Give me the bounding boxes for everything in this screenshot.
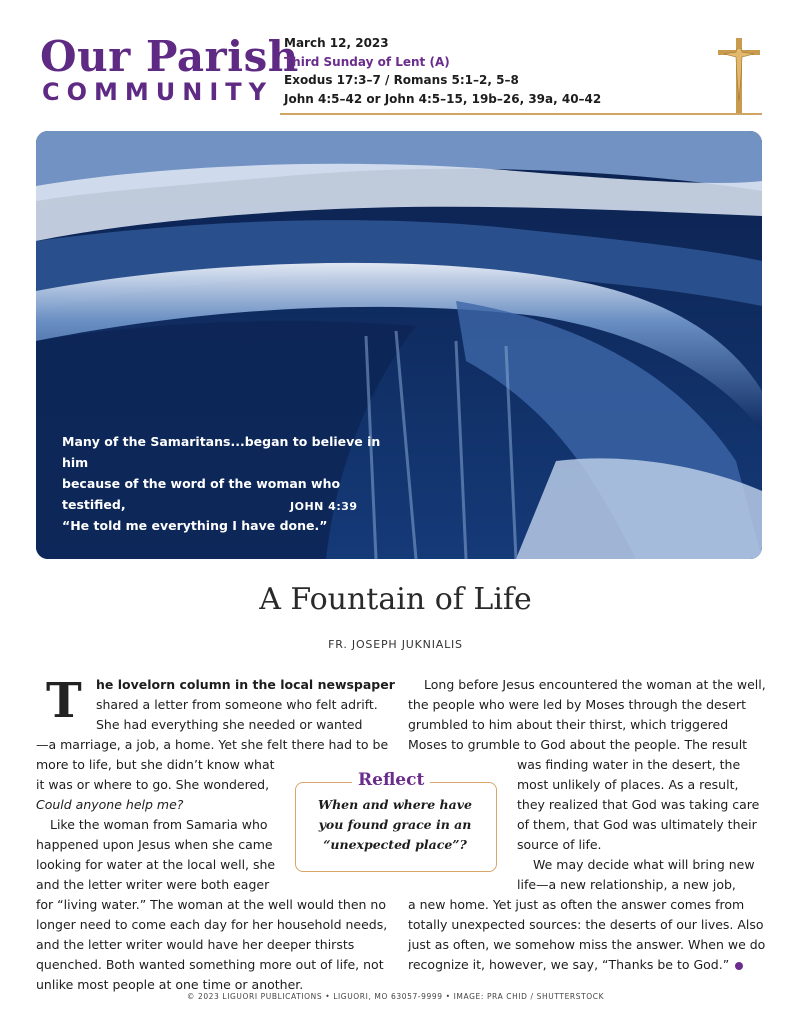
text-line: he lovelorn column in the local newspaper — [96, 677, 395, 692]
text-line: and the letter writer were both eager — [36, 877, 270, 892]
hero-image — [36, 131, 762, 559]
text-line: a new home. Yet just as often the answer comes from — [408, 897, 745, 912]
footer-credit: © 2023 LIGUORI PUBLICATIONS • LIGUORI, MO 63057-9999 • IMAGE: PRA CHID / SHUTTERSTOCK — [186, 992, 605, 1001]
quote-line: Many of the Samaritans...began to believe in him — [62, 434, 381, 470]
end-mark-icon — [735, 962, 743, 970]
text-line: shared a letter from someone who felt adrift. — [96, 697, 378, 712]
text-line: unlike most people at one time or another. — [36, 977, 304, 992]
text-line: was finding water in the desert, the — [517, 757, 741, 772]
text-line: Moses to grumble to God about the people. The result — [408, 737, 748, 752]
readings-line-1: Exodus 17:3–7 / Romans 5:1–2, 5–8 — [284, 73, 519, 87]
text-line: grumbled to him about their thirst, which triggered — [408, 717, 729, 732]
text-line: Could anyone help me? — [36, 797, 184, 812]
text-line: just as often, we somehow miss the answer. When we do — [408, 937, 766, 952]
masthead-subtitle: COMMUNITY — [42, 78, 274, 106]
text-line: the people who were led by Moses through the desert — [408, 697, 746, 712]
article-title: A Fountain of Life — [259, 582, 532, 617]
text-line: they realized that God was taking care — [517, 797, 760, 812]
text-line: looking for water at the local well, she — [36, 857, 276, 872]
reflect-line: “unexpected place”? — [323, 837, 467, 852]
text-line: happened upon Jesus when she came — [36, 837, 273, 852]
text-line: —a marriage, a job, a home. Yet she felt there had to be — [36, 737, 389, 752]
reflect-title: Reflect — [352, 770, 430, 790]
text-line: recognize it, however, we say, “Thanks be to God.” — [408, 957, 730, 972]
readings-line-2: John 4:5–42 or John 4:5–15, 19b–26, 39a, 40–42 — [284, 91, 602, 106]
text-line: life—a new relationship, a new job, — [517, 877, 736, 892]
reflect-question — [297, 795, 493, 855]
quote-line: “He told me everything I have done.” — [62, 518, 328, 533]
text-line: of them, that God was ultimately their — [517, 817, 757, 832]
text-line: Long before Jesus encountered the woman at the well, — [424, 677, 766, 692]
text-line: for “living water.” The woman at the well would then no — [36, 897, 387, 912]
reflect-line: you found grace in an — [318, 817, 472, 832]
text-line: source of life. — [517, 837, 602, 852]
text-line: longer need to come each day for her household needs, — [36, 917, 388, 932]
text-line: and the letter writer would have her deeper thirsts — [36, 937, 355, 952]
reflect-line: When and where have — [318, 797, 472, 812]
text-line: most unlikely of places. As a result, — [517, 777, 739, 792]
issue-info — [284, 34, 601, 108]
crucifix-icon — [716, 36, 762, 116]
text-line: it was or where to go. She wondered, — [36, 777, 270, 792]
text-line: totally unexpected sources: the deserts of our lives. Also — [408, 917, 764, 932]
text-line: quenched. Both wanted something more out of life, not — [36, 957, 384, 972]
masthead-rule — [280, 113, 762, 115]
text-line: She had everything she needed or wanted — [96, 717, 363, 732]
quote-line: because of the word of the woman who testified, — [62, 476, 341, 512]
quote-reference: JOHN 4:39 — [290, 500, 358, 513]
article-byline: FR. JOSEPH JUKNIALIS — [328, 638, 463, 651]
text-line: more to life, but she didn’t know what — [36, 757, 275, 772]
drop-cap: T — [46, 673, 82, 729]
text-line-last — [408, 955, 743, 975]
liturgical-day: Third Sunday of Lent (A) — [284, 54, 450, 69]
scripture-quote — [62, 431, 392, 536]
text-line: Like the woman from Samaria who — [50, 817, 268, 832]
masthead — [36, 28, 756, 112]
issue-date: March 12, 2023 — [284, 36, 389, 50]
masthead-title: Our Parish — [40, 32, 299, 81]
text-line: We may decide what will bring new — [533, 857, 755, 872]
